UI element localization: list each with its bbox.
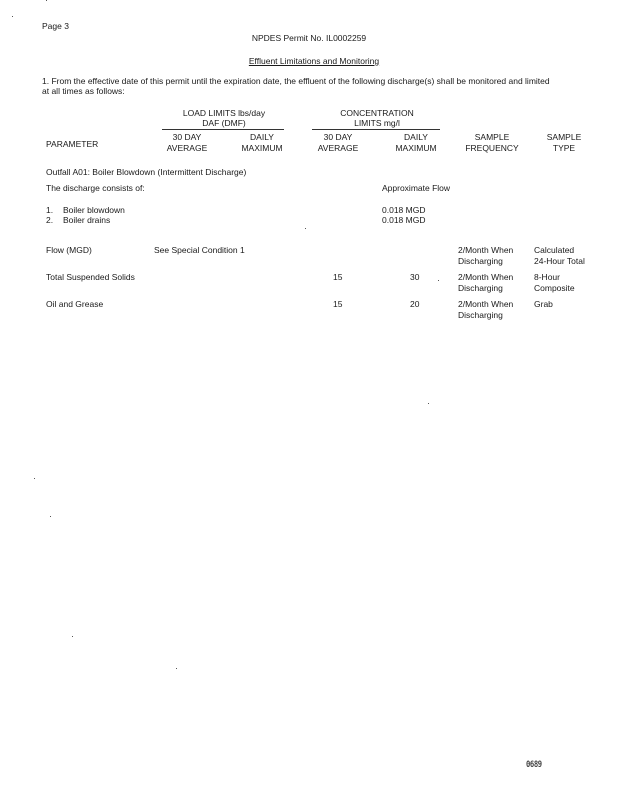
section-title: Effluent Limitations and Monitoring (248, 56, 380, 66)
frequency-heading-1: SAMPLE (474, 132, 510, 142)
row-flow-type-2: 24-Hour Total (534, 256, 585, 266)
row-og-conc-daily: 20 (410, 299, 420, 309)
load-30day-heading-1: 30 DAY (172, 132, 202, 142)
conc-30day-heading-1: 30 DAY (323, 132, 353, 142)
outfall-item-1-num: 1. (46, 205, 54, 215)
row-tss-freq-2: Discharging (458, 283, 503, 293)
scan-speck (12, 16, 13, 17)
intro-line-2: at all times as follows: (42, 86, 125, 96)
outfall-title: Outfall A01: Boiler Blowdown (Intermittent Discharge) (46, 167, 247, 177)
load-daily-heading-2: MAXIMUM (241, 143, 283, 153)
row-og-type-1: Grab (534, 299, 553, 309)
scan-speck (72, 636, 73, 637)
page-number: Page 3 (42, 21, 69, 31)
outfall-item-2-name: Boiler drains (63, 215, 111, 225)
type-heading-1: SAMPLE (546, 132, 582, 142)
scan-speck (438, 280, 439, 281)
load-limits-rule (162, 129, 284, 130)
scan-speck (305, 228, 306, 229)
row-og-freq-2: Discharging (458, 310, 503, 320)
row-flow-parameter: Flow (MGD) (46, 245, 92, 255)
scan-speck (34, 478, 35, 479)
load-limits-heading-1: LOAD LIMITS lbs/day (182, 108, 266, 118)
conc-daily-heading-1: DAILY (404, 132, 428, 142)
outfall-item-2-num: 2. (46, 215, 54, 225)
row-og-conc-30day: 15 (333, 299, 343, 309)
row-tss-conc-daily: 30 (410, 272, 420, 282)
intro-line-1: 1. From the effective date of this permit until the expiration date, the effluent of the following discharge(s) shall be monitored and limited (42, 76, 550, 86)
row-flow-freq-2: Discharging (458, 256, 503, 266)
row-tss-type-2: Composite (534, 283, 575, 293)
row-tss-freq-1: 2/Month When (458, 272, 514, 282)
row-tss-conc-30day: 15 (333, 272, 343, 282)
frequency-heading-2: FREQUENCY (465, 143, 519, 153)
outfall-item-2-flow: 0.018 MGD (382, 215, 426, 225)
load-limits-heading-2: DAF (DMF) (202, 118, 246, 128)
scan-speck (428, 403, 429, 404)
row-flow-note: See Special Condition 1 (154, 245, 245, 255)
bates-stamp-number: 0689 (526, 760, 542, 770)
permit-title: NPDES Permit No. IL0002259 (251, 33, 367, 43)
load-30day-heading-2: AVERAGE (166, 143, 208, 153)
conc-daily-heading-2: MAXIMUM (395, 143, 437, 153)
concentration-rule (312, 129, 440, 130)
concentration-heading-2: LIMITS mg/l (354, 118, 400, 128)
discharge-consists-label: The discharge consists of: (46, 183, 145, 193)
outfall-item-1-name: Boiler blowdown (63, 205, 125, 215)
row-flow-freq-1: 2/Month When (458, 245, 514, 255)
load-daily-heading-1: DAILY (250, 132, 274, 142)
approx-flow-label: Approximate Flow (382, 183, 451, 193)
row-flow-type-1: Calculated (534, 245, 575, 255)
conc-30day-heading-2: AVERAGE (317, 143, 359, 153)
scan-speck (46, 0, 47, 1)
row-og-freq-1: 2/Month When (458, 299, 514, 309)
row-og-parameter: Oil and Grease (46, 299, 104, 309)
scan-speck (50, 516, 51, 517)
outfall-item-1-flow: 0.018 MGD (382, 205, 426, 215)
scan-speck (176, 668, 177, 669)
type-heading-2: TYPE (552, 143, 576, 153)
parameter-heading: PARAMETER (46, 139, 99, 149)
row-tss-type-1: 8-Hour (534, 272, 560, 282)
concentration-heading-1: CONCENTRATION (340, 108, 414, 118)
row-tss-parameter: Total Suspended Solids (46, 272, 135, 282)
